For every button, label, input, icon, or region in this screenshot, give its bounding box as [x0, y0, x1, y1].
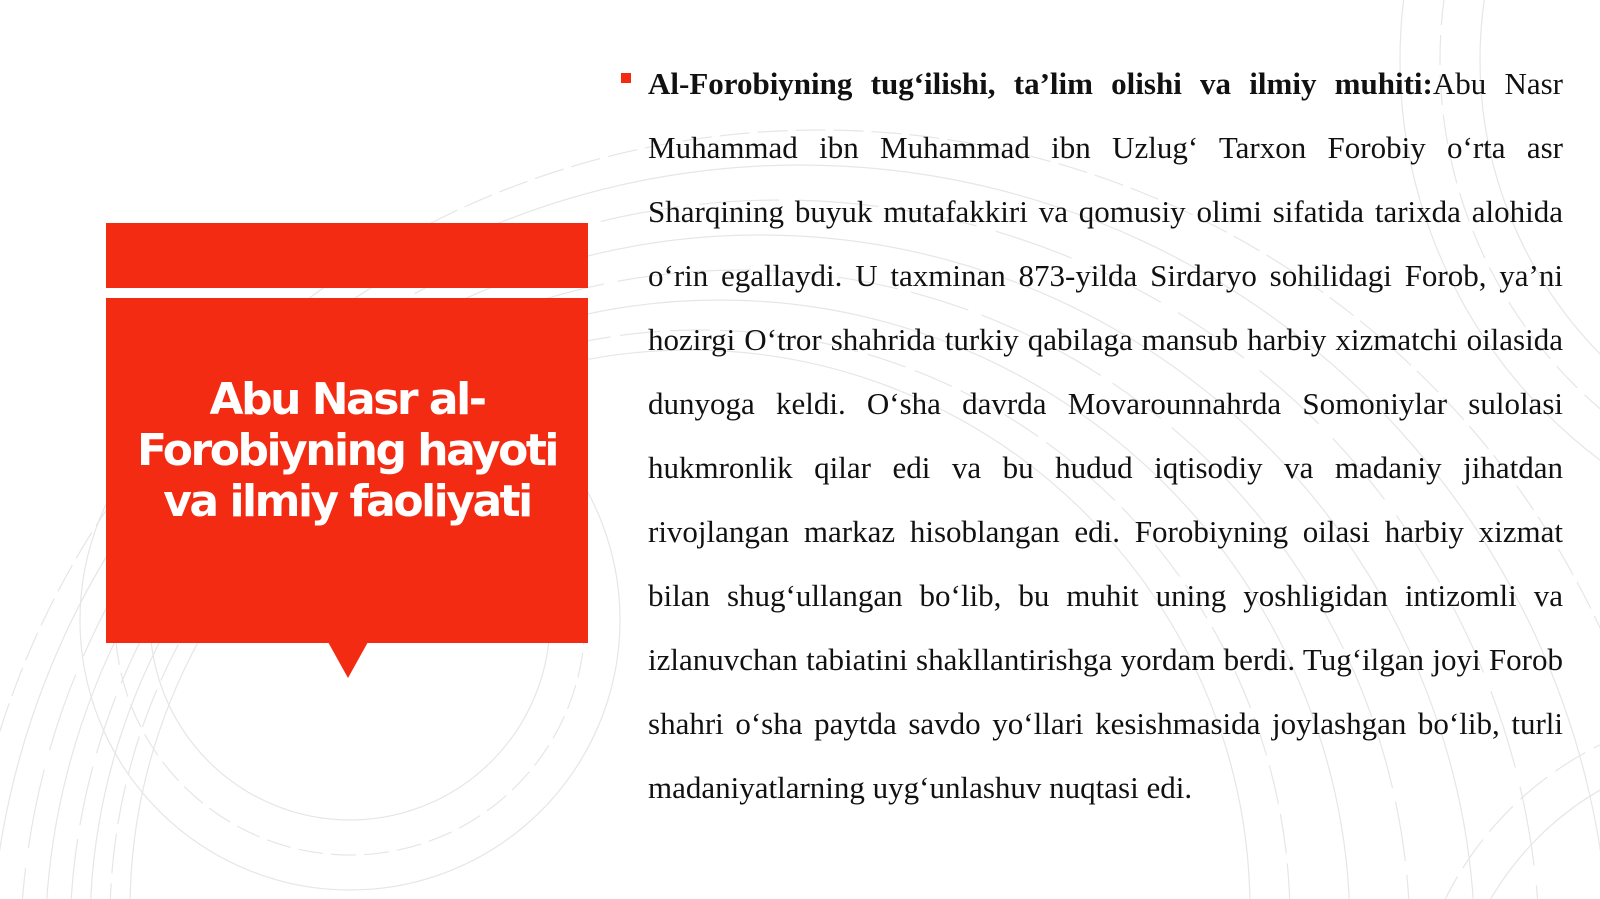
body-text: Abu Nasr Muhammad ibn Muhammad ibn Uzlug‘ Tarxon Forobiy o‘rta asr Sharqining buyuk mutafakkiri va qomusiy olimi sifatida tarixda alohida o‘rin egallaydi. U taxminan 873-yilda Sirdaryo sohilidagi Forob, ya’ni hozirgi O‘tror shahrida turkiy qabilaga mansub harbiy xizmatchi oilasida dunyoga keldi. O‘sha davrda Movarounnahrda Somoniylar sulolasi hukmronlik qilar edi va bu hudud iqtisodiy va madaniy jihatdan rivojlangan markaz hisoblangan edi. Forobiyning oilasi harbiy xizmat bilan shug‘ullangan bo‘lib, bu muhit uning yoshligidan intizomli va izlanuvchan tabiatini shakllantirishga yordam berdi. Tug‘ilgan joyi Forob shahri o‘sha paytda savdo yo‘llari kesishmasida joylashgan bo‘lib, turli madaniyatlarning uyg‘unlashuv nuqtasi edi. [648, 66, 1563, 805]
title-accent-bar [106, 223, 588, 288]
title-pointer [328, 642, 368, 678]
body-lead: Al-Forobiyning tug‘ilishi, ta’lim olishi va ilmiy muhiti: [648, 66, 1433, 101]
body-paragraph [648, 52, 1563, 820]
bullet-marker [621, 73, 631, 83]
title-box [106, 298, 588, 643]
slide-title: Abu Nasr al-Forobiyning hayoti va ilmiy faoliyati [137, 374, 557, 527]
